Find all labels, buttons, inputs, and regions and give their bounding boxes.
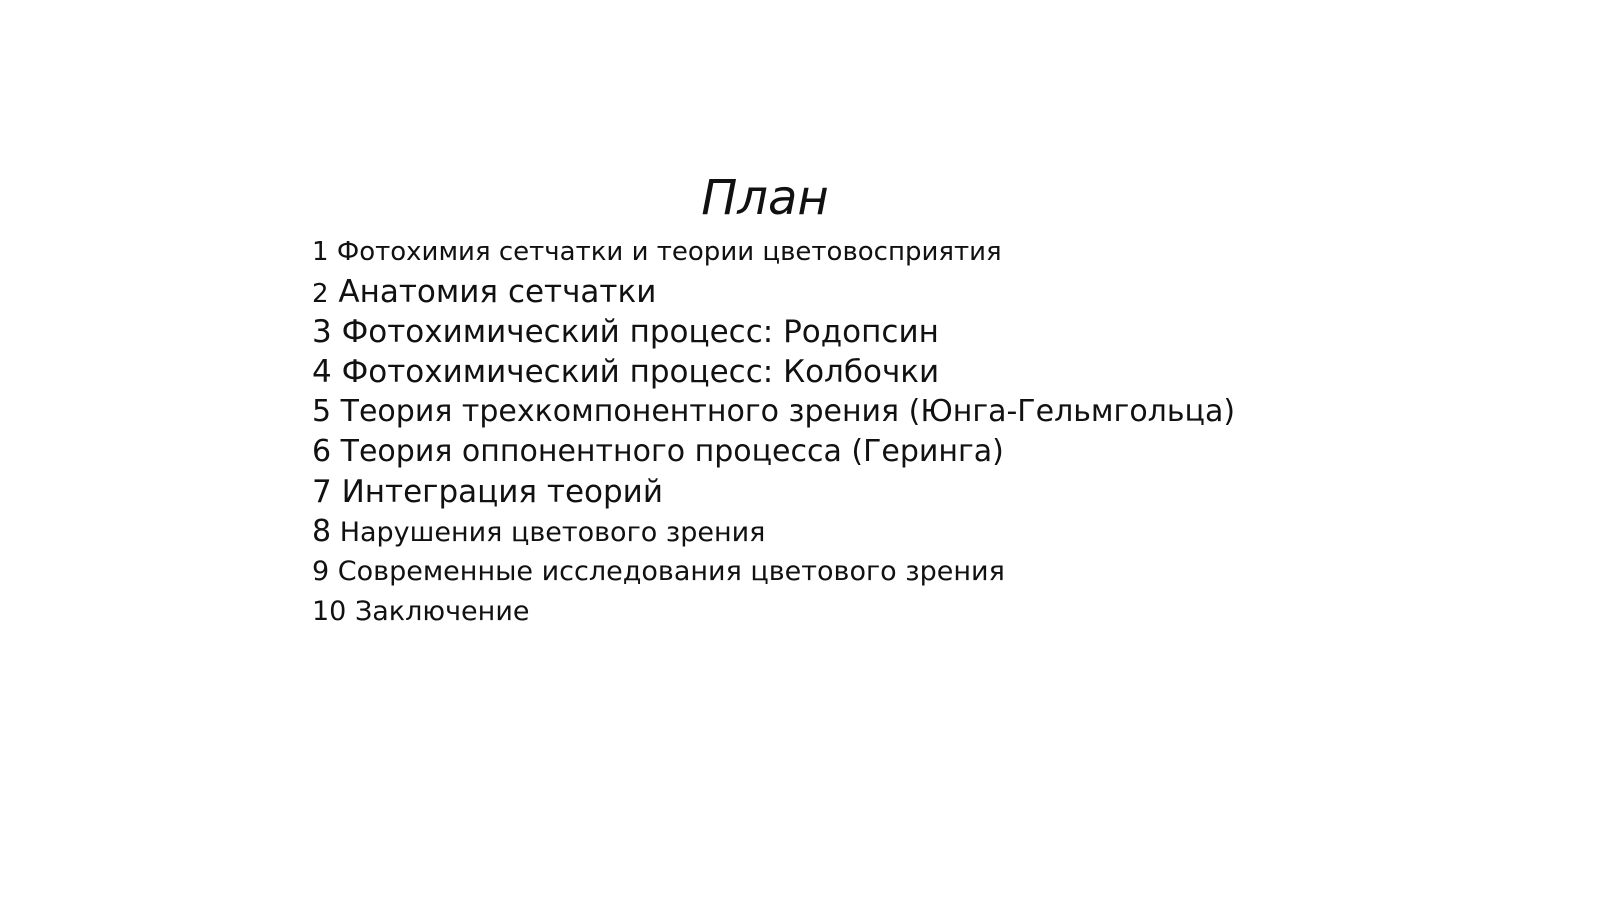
plan-item-number: 4 [312, 354, 332, 390]
plan-item-7 [312, 472, 1235, 512]
plan-item-number: 7 [312, 474, 332, 510]
plan-item-10 [312, 592, 1235, 632]
plan-item-number: 5 [312, 394, 332, 429]
plan-item-number: 9 [312, 556, 330, 587]
plan-item-number: 8 [312, 514, 332, 549]
plan-item-3 [312, 312, 1235, 352]
plan-item-number: 3 [312, 314, 332, 350]
plan-item-5 [312, 392, 1235, 432]
plan-item-number: 6 [312, 434, 332, 469]
plan-item-number: 10 [312, 596, 347, 627]
plan-item-text: Фотохимия сетчатки и теории цветовосприятия [336, 237, 1002, 267]
plan-item-text: Фотохимический процесс: Родопсин [341, 314, 939, 350]
plan-item-text: Нарушения цветового зрения [339, 517, 766, 548]
plan-item-number: 1 [312, 237, 329, 267]
plan-item-text: Современные исследования цветового зрения [337, 556, 1005, 587]
plan-item-9 [312, 552, 1235, 592]
plan-item-text: Теория трехкомпонентного зрения (Юнга-Гельмгольца) [340, 394, 1236, 429]
plan-item-2 [312, 272, 1235, 312]
plan-item-8 [312, 512, 1235, 552]
plan-item-text: Теория оппонентного процесса (Геринга) [340, 434, 1004, 469]
plan-list [312, 232, 1235, 632]
plan-item-text: Анатомия сетчатки [338, 274, 657, 310]
plan-item-6 [312, 432, 1235, 472]
plan-item-number: 2 [312, 279, 329, 309]
plan-item-text: Заключение [354, 596, 530, 627]
plan-item-4 [312, 352, 1235, 392]
plan-item-text: Интеграция теорий [341, 474, 663, 510]
slide-title: План [701, 170, 829, 226]
plan-item-1 [312, 232, 1235, 272]
plan-item-text: Фотохимический процесс: Колбочки [341, 354, 940, 390]
